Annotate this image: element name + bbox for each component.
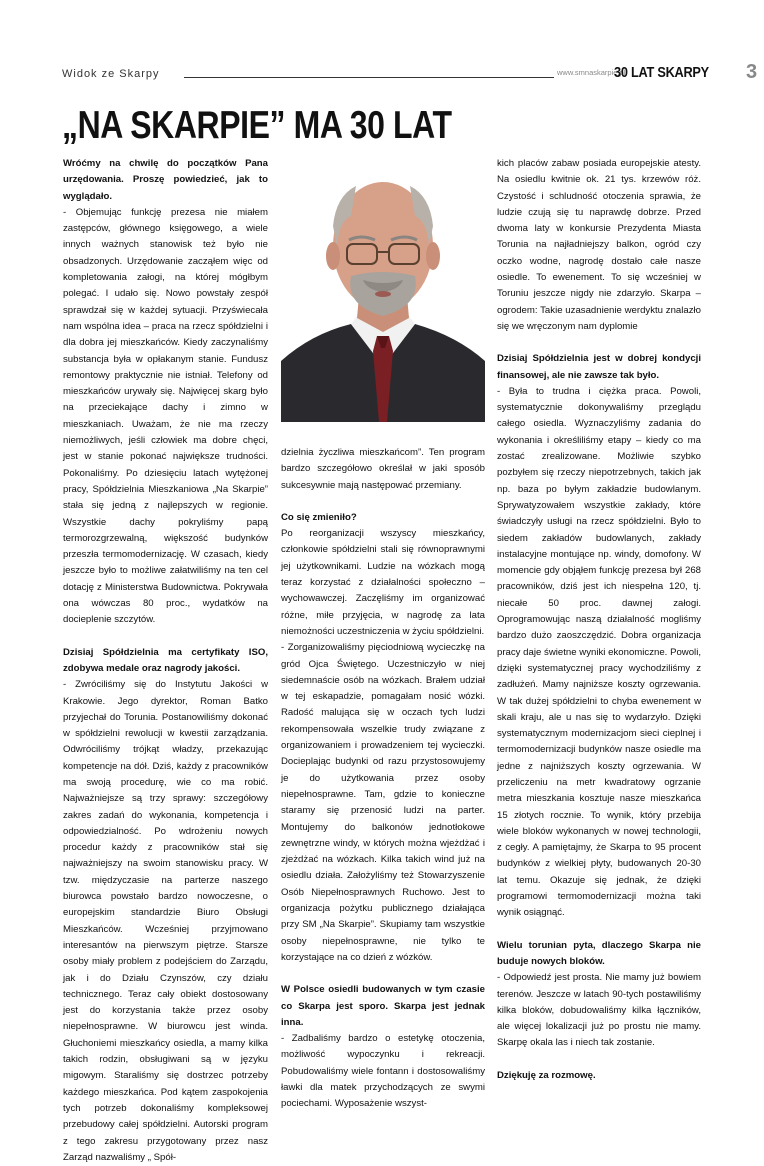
answer-paragraph: - Odpowiedź jest prosta. Nie mamy już bowiem terenów. Jeszcze w latach 90-tych postawiliśmy kilka bloków, dobudowaliśmy kilka łączników, ale więcej lokalizacji już po prostu nie mamy. Skarpę okala las i niech tak zostanie. (497, 972, 701, 1049)
answer-paragraph: dzielnia życzliwa mieszkańcom”. Ten program bardzo szczegółowo określał w jaki sposób sukcesywnie mają następować przemiany. (281, 447, 485, 491)
paragraph-gap (63, 629, 268, 645)
answer-paragraph: - Zwróciliśmy się do Instytutu Jakości w Krakowie. Jego dyrektor, Roman Batko przyjechał do Torunia. Postanowiliśmy dokonać w spółdzielni rewolucji w kwestii zarządzania. Odwróciliśmy trójkąt władzy, przekazując kompetencje na dół. Dziś, każdy z pracowników ma swoją procedurę, wie co ma robić. Najważniejsze są trzy sprawy: szczegółowy zakres zadań do wykonania, kompetencja i odpowiedzialność. Po wdrożeniu nowych procedur każdy z pracowników stał się najważniejszy na swoim stanowisku pracy. W tzw. międzyczasie na parterze naszego biurowca powstało bardzo nowoczesne, o europejskim standardzie Biuro Obsługi Mieszkańców. Wcześniej przyjmowano interesantów na pierwszym piętrze. Starsze osoby miały problem z podejściem do Zarządu, jak i do Działu Czynszów, czy działu technicznego. Teraz cały obiekt dostosowany jest do korzystania także przez osoby niepełnosprawne. W biurowcu jest winda. Głuchoniemi mieszkańcy osiedla, a mamy kilka takich rodzin, obsługiwani są w języku migowym. Staraliśmy się dostrzec potrzeby każdego mieszkańca. Pod kątem zaspokojenia tych potrzeb dokonaliśmy kompleksowej przebudowy całej spółdzielni. Autorski program z tego zakresu przygotowany przez nasz Zarząd nazwaliśmy „ Spół- (63, 679, 268, 1163)
question-heading: W Polsce osiedli budowanych w tym czasie co Skarpa jest sporo. Skarpa jest jednak inna. (281, 984, 485, 1028)
paragraph-gap (497, 1052, 701, 1068)
article-headline: „NA SKARPIE” MA 30 LAT (62, 104, 452, 147)
page-header (62, 61, 764, 84)
paragraph-gap (281, 494, 485, 510)
column-1 (63, 156, 268, 1166)
answer-paragraph: - Objemując funkcję prezesa nie miałem zastępców, głównego księgowego, a wiele innych ważnych stanowisk też było nie obsadzonych. Urzędowanie zacząłem więc od kompletowania załogi, na której mógłbym polegać. I udało się. Nowo powstały zespół sprawdzał się w każdej sytuacji. Przyświecała nam wspólna idea – praca na rzecz spółdzielni i dla dobra jej mieszkańców. Kiedy zaczynaliśmy substancja była w opłakanym stanie. Fundusz remontowy praktycznie nie istniał. Telefony od mieszkańców urywały się. Najwięcej skarg było na przeciekające dachy i zimno w mieszkaniach. Uważam, że nie ma rzeczy niemożliwych, jeśli człowiek ma dobre chęci, jest w stanie pokonać największe trudności. Pokonaliśmy. Po dziesięciu latach wytężonej pracy, Spółdzielnia Mieszkaniowa „Na Skarpie” stała się jedną z najlepszych w regionie. Wszystkie dachy pokryliśmy papą termorozgrzewalną, większość budynków przeszła termomodernizację. W czasach, kiedy jeszcze było to możliwe załatwiliśmy na ten cel dotację z Ministerstwa Budownictwa. Pokrywała ona wówczas 80 proc., wydatków na docieplenie szczytów. (63, 206, 268, 626)
answer-paragraph: - Zadbaliśmy bardzo o estetykę otoczenia, możliwość wypoczynku i rekreacji. Pobudowaliśmy wiele fontann i dostosowaliśmy ławki dla matek przychodzących ze swymi pociechami. Wyposażenie wszyst- (281, 1033, 485, 1110)
section-name: Widok ze Skarpy (62, 68, 160, 80)
paragraph-gap (497, 335, 701, 351)
question-heading: Co się zmieniło? (281, 511, 357, 523)
portrait-photo (281, 156, 485, 422)
question-heading: Dzisiaj Spółdzielnia ma certyfikaty ISO, zdobywa medale oraz nagrody jakości. (63, 646, 268, 674)
answer-paragraph: - Była to trudna i ciężka praca. Powoli, systematycznie dokonywaliśmy przeglądu całego osiedla. Wyznaczyliśmy zadania do wykonania i określiliśmy etapy – kiedy co ma zostać zrealizowane. Możliwie szybko pozbyłem się rzeczy niepotrzebnych, takich jak np. baza po byłym zakładzie budowlanym. Sprywatyzowałem wszystkie zakłady, które świadczyły usługi na rzecz spółdzielni. Było to siedem zakładów budowlanych, zakłady instalacyjne montujące np. windy, domofony. W momencie gdy objąłem funkcję prezesa był 268 pracowników, dziś jest ich niespełna 120, tj. niecałe 50 proc. dawnej załogi. Oprogramowując naszą działalność mogliśmy bardzo dużo zaoszczędzić. Dobra organizacja pracy daje świetne wyniki ekonomiczne. Powoli, dzięki systematycznej pracy wychodziliśmy z zadłużeń. Mamy najniższe koszty ogrzewania. W tak dużej spółdzielni to chyba ewenement w skali kraju, ale u nas się to wydarzyło. Dzięki systematycznym modernizacjom sieci cieplnej i termomodernizacji budynków nasze osiedle ma jedne z najniższych koszty ogrzewania. W przeliczeniu na metr kwadratowy ogrzanie metra mieszkania kosztuje nasze mieszkańca 15 złotych rocznie. To wynik, który przebija wiele bloków wykonanych w nowej technologii, z cegły. A pamiętajmy, że Skarpa to 95 procent budynków z wielkiej płyty, budowanych 20-30 lat temu. Okazuje się jednak, że dzięki programowi termomodernizacji można taki wynik osiągnąć. (497, 385, 701, 919)
answer-paragraph: Po reorganizacji wszyscy mieszkańcy, członkowie spółdzielni stali się równoprawnymi jej użytkownikami. Ludzie na wózkach mogą teraz korzystać z działalności społeczno – wychowawczej. Zaczęliśmy im organizować różne, miłe przyjęcia, w nagrodę za lata niemożności uczestniczenia w życiu spółdzielni. (281, 528, 485, 637)
answer-paragraph: - Zorganizowaliśmy pięciodniową wycieczkę na gród Ojca Świętego. Uczestniczyło w niej siedemnaście osób na wózkach. Brałem udział w tej eskapadzie, pomagałam nosić wózki. Radość malująca się w oczach tych ludzi rekompensowała wszelkie trudy związane z organizowaniem i prowadzeniem tej wycieczki. Docieplając budynki od razu przystosowujemy je do użytkowania przez osoby niepełnosprawne. Tam, gdzie to konieczne staramy się przenosić ludzi na parter. Montujemy do balkonów jednotłokowe zewnętrzne windy, w których można wjeżdżać i zjeżdżać na wózkach. Kilka takich wind już na osiedlu działa. Założyliśmy też Stowarzyszenie Osób Niepełnosprawnych Ruchowo. Jest to organizacja pożytku publicznego działająca przy SM „Na Skarpie”. Skupiamy tam wszystkie osoby niepełnosprawne, nie tylko te korzystające na co dzień z wózków. (281, 642, 485, 963)
paragraph-gap (281, 966, 485, 982)
answer-paragraph: kich placów zabaw posiada europejskie atesty. Na osiedlu kwitnie ok. 21 tys. krzewów róż. Czystość i schludność otoczenia sprawia, że ludzie czują się tu naprawdę dobrze. Przed dwoma laty w konkursie Prezydenta Miasta Torunia na najładniejszy balkon, ogród czy oczko wodne, nagrodę dostało całe nasze osiedle. To ewenement. To się wcześniej w Toruniu jeszcze nigdy nie zdarzyło. Skarpa – ogrodem: Takie uzasadnienie werdyktu znalazło się we wręczonym nam dyplomie (497, 158, 701, 332)
page-number: 3 (746, 61, 758, 83)
running-title: 30 LAT SKARPY (614, 64, 709, 81)
question-heading: Dzisiaj Spółdzielnia jest w dobrej kondycji finansowej, ale nie zawsze tak było. (497, 353, 701, 381)
column-3 (497, 156, 701, 1084)
column-2 (281, 445, 485, 1113)
header-rule (184, 77, 554, 78)
paragraph-gap (497, 922, 701, 938)
question-heading: Wróćmy na chwilę do początków Pana urzędowania. Proszę powiedzieć, jak to wyglądało. (63, 158, 268, 202)
website-url[interactable]: www.smnaskarpie.pl (557, 68, 626, 77)
question-heading: Wielu torunian pyta, dlaczego Skarpa nie buduje nowych bloków. (497, 939, 701, 967)
closing-line: Dziękuję za rozmowę. (497, 1069, 596, 1081)
